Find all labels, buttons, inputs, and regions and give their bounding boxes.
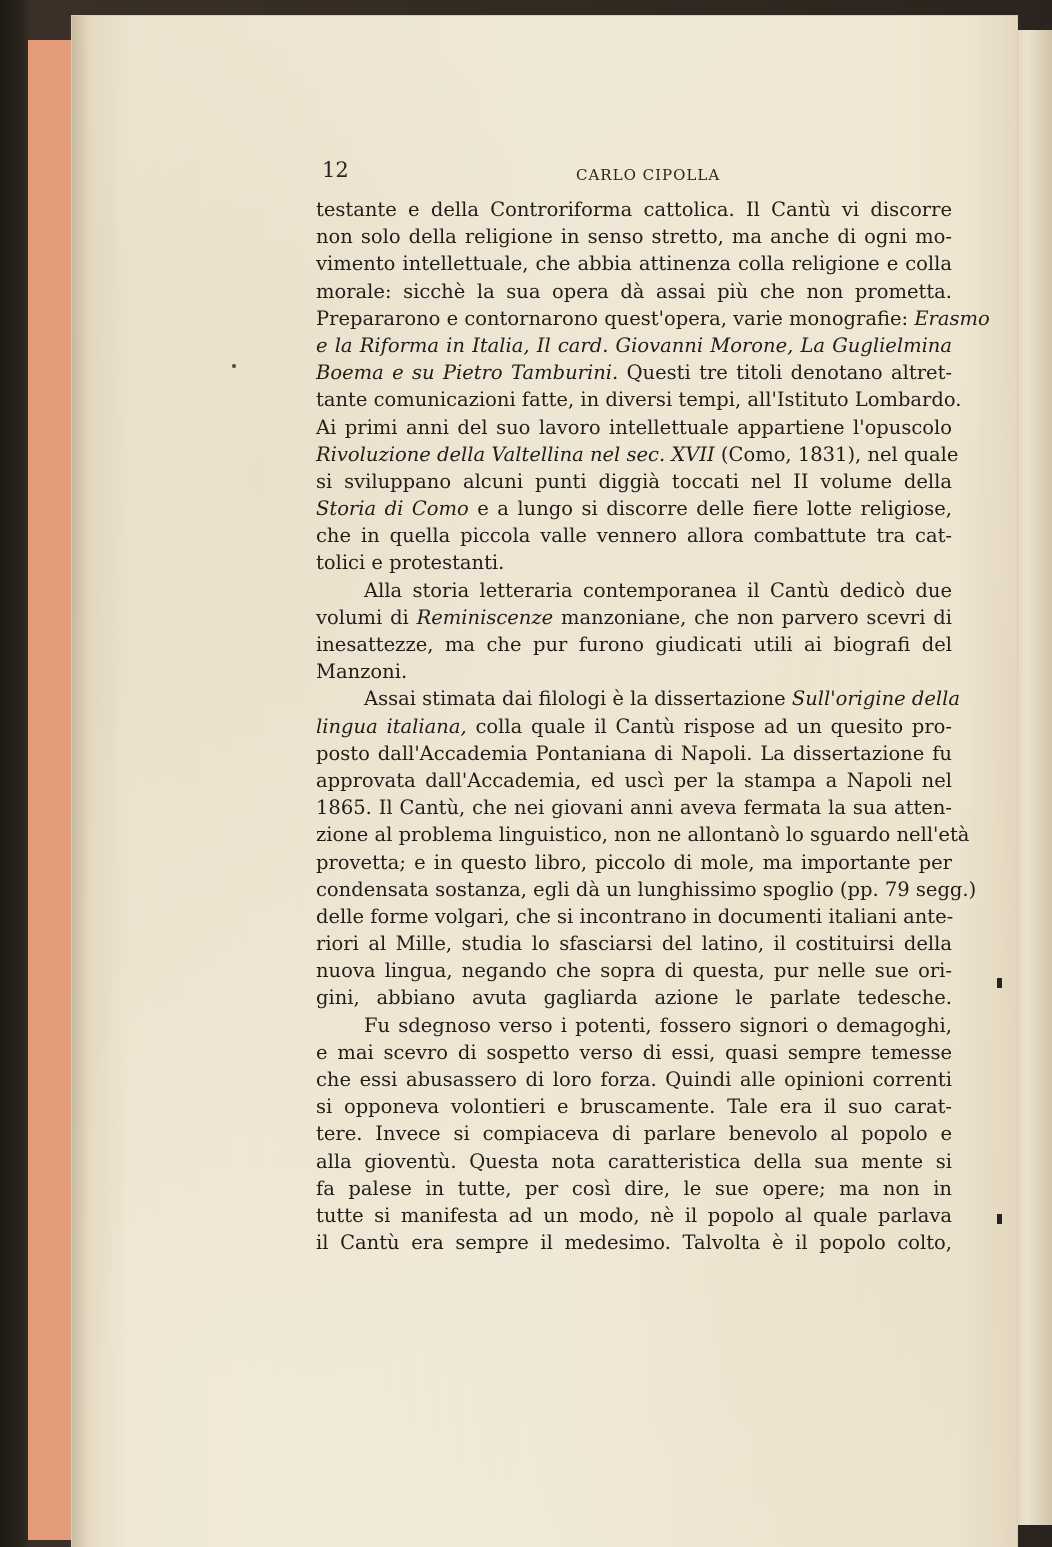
text-segment: non solo della religione in senso stretto, ma anche di ogni mo-	[316, 225, 952, 249]
text-line	[316, 1120, 952, 1147]
text-segment: gini, abbiano avuta gagliarda azione le parlate tedesche.	[316, 986, 952, 1010]
text-line	[316, 414, 952, 441]
text-line	[316, 740, 952, 767]
text-segment: condensata sostanza, egli dà un lunghissimo spoglio (pp. 79 segg.)	[316, 877, 977, 901]
italic-text: Rivoluzione della Valtellina nel sec. XVII	[316, 442, 715, 466]
text-line	[316, 1202, 952, 1229]
text-segment: si sviluppano alcuni punti diggià toccati nel II volume della	[316, 469, 952, 493]
text-line	[316, 957, 952, 984]
text-line	[316, 876, 977, 903]
edge-mark	[997, 1214, 1002, 1224]
text-segment: tolici e protestanti.	[316, 551, 505, 575]
text-line	[316, 332, 952, 359]
italic-text: lingua italiana,	[316, 714, 467, 738]
text-segment: approvata dall'Accademia, ed uscì per la stampa a Napoli nel	[316, 768, 952, 792]
text-segment: fa palese in tutte, per così dire, le sue opere; ma non in	[316, 1176, 952, 1200]
text-line	[316, 495, 952, 522]
edge-mark	[997, 978, 1002, 988]
text-segment: che essi abusassero di loro forza. Quindi alle opinioni correnti	[316, 1068, 952, 1091]
text-line	[316, 549, 952, 576]
text-segment: Questi tre titoli denotano altret-	[618, 361, 953, 385]
text-line	[316, 903, 952, 930]
text-line	[316, 278, 952, 305]
text-segment: 1865. Il Cantù, che nei giovani anni aveva fermata la sua atten-	[316, 796, 952, 820]
text-segment: Assai stimata dai filologi è la dissertazione	[364, 687, 792, 711]
text-line	[316, 984, 952, 1011]
text-segment: provetta; e in questo libro, piccolo di mole, ma importante per	[316, 850, 952, 874]
text-segment: testante e della Controriforma cattolica. Il Cantù vi discorre	[316, 198, 952, 221]
text-segment: e a lungo si discorre delle fiere lotte religiose,	[468, 497, 952, 521]
text-segment: si opponeva volontieri e bruscamente. Tale era il suo carat-	[316, 1095, 952, 1119]
text-line	[316, 305, 990, 332]
text-segment: inesattezze, ma che pur furono giudicati utili ai biografi del	[316, 633, 952, 656]
text-segment: che in quella piccola valle vennero allora combattute tra cat-	[316, 524, 952, 548]
text-segment: Fu sdegnoso verso i potenti, fossero signori o demagoghi,	[364, 1013, 952, 1037]
text-segment: manzoniane, che non parvero scevri di	[553, 605, 952, 629]
page-number: 12	[322, 158, 349, 182]
text-line	[316, 930, 952, 957]
text-line	[316, 658, 952, 685]
text-line	[316, 631, 952, 658]
text-segment: (Como, 1831), nel quale	[714, 442, 959, 466]
text-line	[316, 1229, 952, 1256]
text-line	[316, 794, 952, 821]
margin-mark	[232, 364, 236, 368]
text-line	[316, 1066, 952, 1093]
page-header	[322, 158, 952, 188]
text-segment: volumi di	[316, 605, 417, 629]
text-line	[316, 821, 970, 848]
text-segment: delle forme volgari, che si incontrano in documenti italiani ante-	[316, 904, 954, 928]
text-segment: Prepararono e contornarono quest'opera, varie monografie:	[316, 306, 915, 330]
text-segment: tante comunicazioni fatte, in diversi tempi, all'Istituto Lombardo.	[316, 388, 962, 412]
text-segment: morale: sicchè la sua opera dà assai più che non prometta.	[316, 279, 952, 303]
text-segment: e mai scevro di sospetto verso di essi, quasi sempre temesse	[316, 1040, 952, 1064]
text-segment: tere. Invece si compiaceva di parlare benevolo al popolo e	[316, 1122, 952, 1146]
text-line	[316, 1012, 952, 1039]
text-line	[316, 196, 952, 223]
text-line	[316, 1175, 952, 1202]
text-segment: il Cantù era sempre il medesimo. Talvolta è il popolo colto,	[316, 1231, 952, 1255]
text-line	[316, 386, 962, 413]
italic-text: Reminiscenze	[416, 605, 554, 629]
text-segment: riori al Mille, studia lo sfasciarsi del latino, il costituirsi della	[316, 932, 952, 956]
italic-text: Storia di Como	[316, 497, 469, 521]
italic-text: Boema e su Pietro Tamburini.	[316, 361, 619, 385]
text-segment: Manzoni.	[316, 660, 408, 684]
text-line	[316, 713, 952, 740]
text-line	[316, 577, 952, 604]
text-line	[316, 522, 952, 549]
italic-text: e la Riforma in Italia, Il card. Giovanni Morone, La Guglielmina	[316, 333, 952, 357]
text-line	[316, 1039, 952, 1066]
text-segment: posto dall'Accademia Pontaniana di Napoli. La dissertazione fu	[316, 741, 952, 765]
text-segment: vimento intellettuale, che abbia attinenza colla religione e colla	[316, 252, 952, 276]
text-segment: zione al problema linguistico, non ne allontanò lo sguardo nell'età	[316, 823, 970, 847]
text-line	[316, 685, 961, 712]
text-segment: Alla storia letteraria contemporanea il Cantù dedicò due	[364, 578, 952, 602]
text-segment: Ai primi anni del suo lavoro intellettuale appartiene l'opuscolo	[316, 415, 952, 439]
text-line	[316, 849, 952, 876]
running-title: CARLO CIPOLLA	[576, 166, 721, 184]
italic-text: Sull'origine della	[791, 687, 961, 711]
text-line	[316, 468, 952, 495]
text-line	[316, 1093, 952, 1120]
text-line	[316, 250, 952, 277]
text-line	[316, 1148, 952, 1175]
text-line	[316, 359, 952, 386]
page-gutter-shadow	[72, 16, 90, 1547]
text-segment: nuova lingua, negando che sopra di questa, pur nelle sue ori-	[316, 959, 952, 983]
text-segment: colla quale il Cantù rispose ad un quesito pro-	[466, 714, 953, 738]
text-line	[316, 441, 959, 468]
body-text	[316, 196, 990, 1256]
text-line	[316, 767, 952, 794]
text-line	[316, 604, 952, 631]
text-segment: tutte si manifesta ad un modo, nè il popolo al quale parlava	[316, 1203, 952, 1227]
text-line	[316, 223, 952, 250]
italic-text: Erasmo	[914, 306, 990, 330]
text-segment: alla gioventù. Questa nota caratteristica della sua mente si	[316, 1149, 952, 1173]
